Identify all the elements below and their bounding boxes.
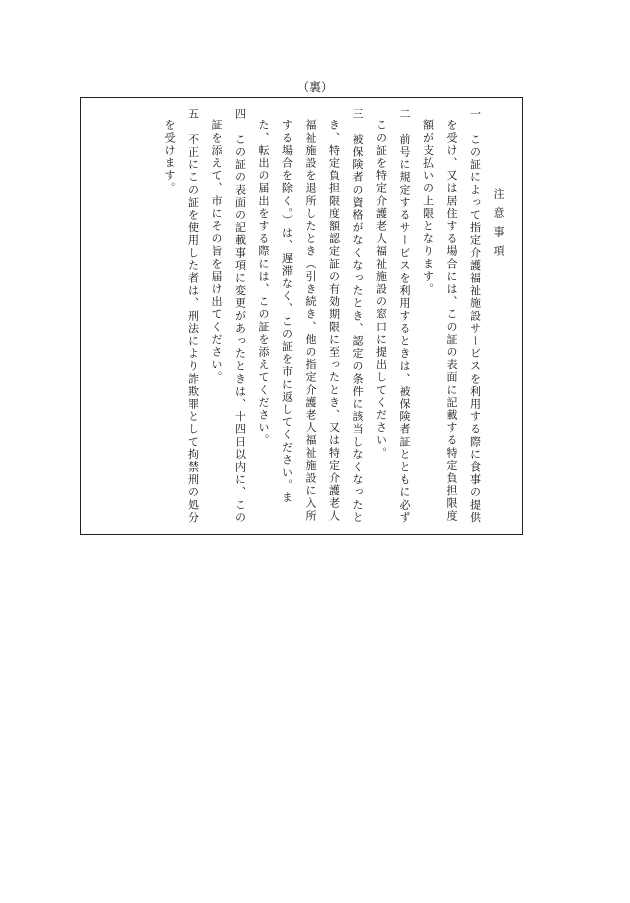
notice-item-3 (252, 108, 370, 524)
notice-item-2 (369, 108, 416, 524)
item-number: 二 (398, 108, 411, 121)
item-text: この証によって指定介護福祉施設サービスを利用する際に食事の提供を受け、又は居住する場合には、この証の表面に記載する特定負担限度額が支払いの上限となります。 (421, 119, 482, 524)
notice-heading: 注意事項 (492, 188, 505, 264)
item-number: 五 (186, 108, 200, 121)
item-number: 四 (233, 108, 247, 121)
item-number: 三 (351, 108, 364, 121)
item-text: 被保険者の資格がなくなったとき、認定の条件に該当しなくなったとき、特定負担限度額認定証の有効期限に至ったとき、又は特定介護老人福祉施設を退所したとき（引き続き、他の指定介護老人福祉施設に入所する場合を除く。）は、遅滞なく、この証を市に返してください。また、転出の届出をする際には、この証を添えてください。 (257, 119, 364, 524)
notice-frame (80, 97, 523, 535)
item-text: この証の表面の記載事項に変更があったときは、十四日以内に、この証を添えて、市にその旨を届け出てください。 (210, 119, 247, 524)
notice-item-1 (416, 108, 487, 524)
item-text: 前号に規定するサービスを利用するときは、被保険者証とともに必ずこの証を特定介護老人福祉施設の窓口に提出してください。 (374, 119, 411, 524)
notice-body (158, 98, 523, 534)
notice-item-4 (205, 108, 252, 524)
notice-item-5 (158, 108, 205, 524)
item-text: 不正にこの証を使用した者は、刑法により詐欺罪として拘禁刑の処分を受けます。 (163, 119, 200, 524)
back-side-label: （裏） (296, 80, 333, 94)
item-number: 一 (468, 108, 482, 121)
